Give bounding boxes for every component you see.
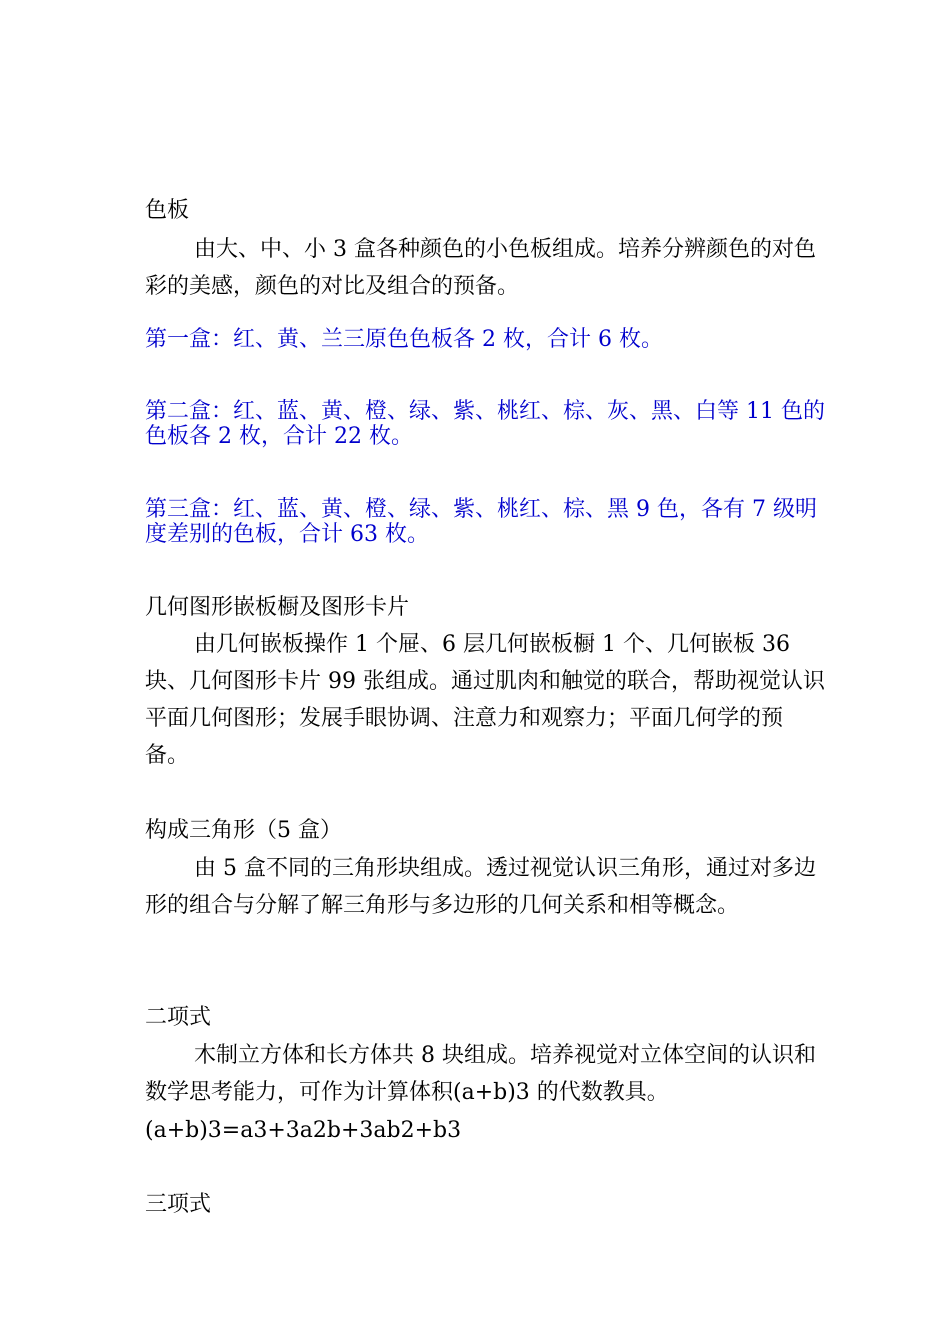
section-title-trinomial: 三项式 xyxy=(145,1192,212,1217)
binomial-formula: (a+b)3=a3+3a2b+3ab2+b3 xyxy=(145,1118,462,1143)
color-tablets-box3: 第三盒：红、蓝、黄、橙、绿、紫、桃红、棕、黑 9 色，各有 7 级明度差别的色板，合计 63 枚。 xyxy=(145,497,817,547)
binomial-description: 木制立方体和长方体共 8 块组成。培养视觉对立体空间的认识和数学思考能力，可作为计算体积(a+b)3 的代数教具。 xyxy=(145,1043,816,1105)
constructive-triangles-description: 由 5 盒不同的三角形块组成。透过视觉认识三角形，通过对多边形的组合与分解了解三角形与多边形的几何关系和相等概念。 xyxy=(145,856,816,918)
section-title-binomial: 二项式 xyxy=(145,1005,212,1030)
color-tablets-description: 由大、中、小 3 盒各种颜色的小色板组成。培养分辨颜色的对色彩的美感，颜色的对比及组合的预备。 xyxy=(145,237,816,299)
section-title-color-tablets: 色板 xyxy=(145,198,190,223)
color-tablets-box1: 第一盒：红、黄、兰三原色色板各 2 枚，合计 6 枚。 xyxy=(145,327,663,352)
section-title-constructive-triangles: 构成三角形（5 盒） xyxy=(145,818,342,843)
section-title-geometric-cabinet: 几何图形嵌板橱及图形卡片 xyxy=(145,595,410,620)
geometric-cabinet-description: 由几何嵌板操作 1 个屉、6 层几何嵌板橱 1 个、几何嵌板 36 块、几何图形卡片 99 张组成。通过肌肉和触觉的联合，帮助视觉认识平面几何图形；发展手眼协调、注意力和观察力；平面几何学的预备。 xyxy=(145,632,825,768)
color-tablets-box2: 第二盒：红、蓝、黄、橙、绿、紫、桃红、棕、灰、黑、白等 11 色的色板各 2 枚，合计 22 枚。 xyxy=(145,399,825,449)
